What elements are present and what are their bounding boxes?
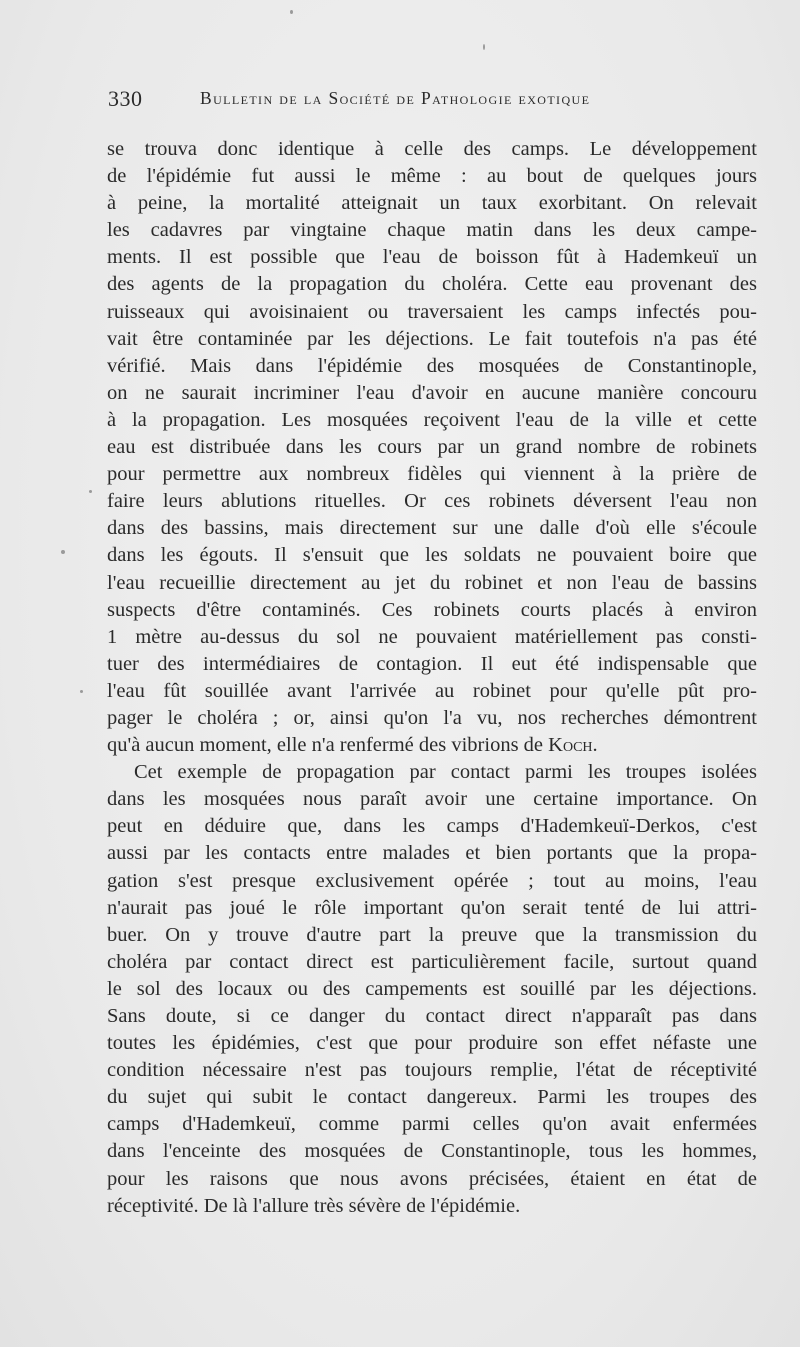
text-line [107,732,757,759]
author-name: Koch. [548,734,598,757]
text-line: condition nécessaire n'est pas toujours remplie, l'état de réceptivité [107,1059,757,1082]
scan-speck [80,690,83,693]
text-line: vérifié. Mais dans l'épidémie des mosquées de Constantinople, [107,354,757,377]
text-line-content: qu'à aucun moment, elle n'a renfermé des vibrions de [107,734,549,757]
page-header [108,86,668,118]
text-line: du sujet qui subit le contact dangereux. Parmi les troupes des [107,1086,757,1109]
text-line: vait être contaminée par les déjections. Le fait toutefois n'a pas été [107,327,757,350]
text-line: pager le choléra ; or, ainsi qu'on l'a vu, nos recherches démontrent [107,706,757,729]
text-line: à peine, la mortalité atteignait un taux exorbitant. On relevait [107,192,757,215]
scan-speck [290,10,293,14]
text-line: 1 mètre au-dessus du sol ne pouvaient matériellement pas consti- [107,625,757,648]
text-line: Sans doute, si ce danger du contact direct n'apparaît pas dans [107,1005,757,1027]
text-line: se trouva donc identique à celle des camps. Le développement [107,138,757,160]
text-line: ruisseaux qui avoisinaient ou traversaient les camps infectés pou- [107,300,757,323]
text-line: pour permettre aux nombreux fidèles qui viennent à la prière de [107,463,757,486]
text-line: les cadavres par vingtaine chaque matin dans les deux campe- [107,219,757,242]
body-text [107,136,757,1220]
text-line: dans des bassins, mais directement sur une dalle d'où elle s'écoule [107,517,757,540]
paragraph [107,136,757,759]
text-line: on ne saurait incriminer l'eau d'avoir en aucune manière concouru [107,381,757,404]
text-line: l'eau recueillie directement au jet du robinet et non l'eau de bassins [107,571,757,594]
text-line: gation s'est presque exclusivement opérée ; tout au moins, l'eau [107,869,757,892]
text-line: l'eau fût souillée avant l'arrivée au robinet pour qu'elle pût pro- [107,679,757,702]
running-title: Bulletin de la Société de Pathologie exotique [200,88,591,108]
text-line: buer. On y trouve d'autre part la preuve que la transmission du [107,923,757,946]
text-line: des agents de la propagation du choléra. Cette eau provenant des [107,273,757,296]
text-line: ments. Il est possible que l'eau de boisson fût à Hademkeuï un [107,246,757,269]
text-line: peut en déduire que, dans les camps d'Hademkeuï-Derkos, c'est [107,815,757,838]
text-line: tuer des intermédiaires de contagion. Il eut été indispensable que [107,652,757,675]
scan-speck [61,550,65,554]
text-line: dans l'enceinte des mosquées de Constantinople, tous les hommes, [107,1140,757,1163]
text-line: n'aurait pas joué le rôle important qu'on serait tenté de lui attri- [107,896,757,919]
scan-speck [89,490,92,493]
text-line: dans les mosquées nous paraît avoir une certaine importance. On [107,788,757,811]
scan-speck [483,44,485,50]
text-line: Cet exemple de propagation par contact parmi les troupes isolées [134,761,757,784]
text-line: dans les égouts. Il s'ensuit que les soldats ne pouvaient boire que [107,544,757,567]
text-line: le sol des locaux ou des campements est souillé par les déjections. [107,977,757,1000]
text-line: réceptivité. De là l'allure très sévère de l'épidémie. [107,1194,521,1217]
text-line: camps d'Hademkeuï, comme parmi celles qu'on avait enfermées [107,1113,757,1136]
text-line: à la propagation. Les mosquées reçoivent l'eau de la ville et cette [107,408,757,431]
text-line: toutes les épidémies, c'est que pour produire son effet néfaste une [107,1032,757,1055]
paragraph [107,759,757,1220]
text-line: pour les raisons que nous avons précisées, étaient en état de [107,1167,757,1190]
text-line: choléra par contact direct est particulièrement facile, surtout quand [107,950,757,973]
text-line: faire leurs ablutions rituelles. Or ces robinets déversent l'eau non [107,490,757,513]
text-line: eau est distribuée dans les cours par un grand nombre de robinets [107,436,757,459]
text-line: aussi par les contacts entre malades et bien portants que la propa- [107,842,757,865]
text-line: de l'épidémie fut aussi le même : au bout de quelques jours [107,165,757,188]
page-number: 330 [108,86,143,111]
text-line: suspects d'être contaminés. Ces robinets courts placés à environ [107,598,757,621]
